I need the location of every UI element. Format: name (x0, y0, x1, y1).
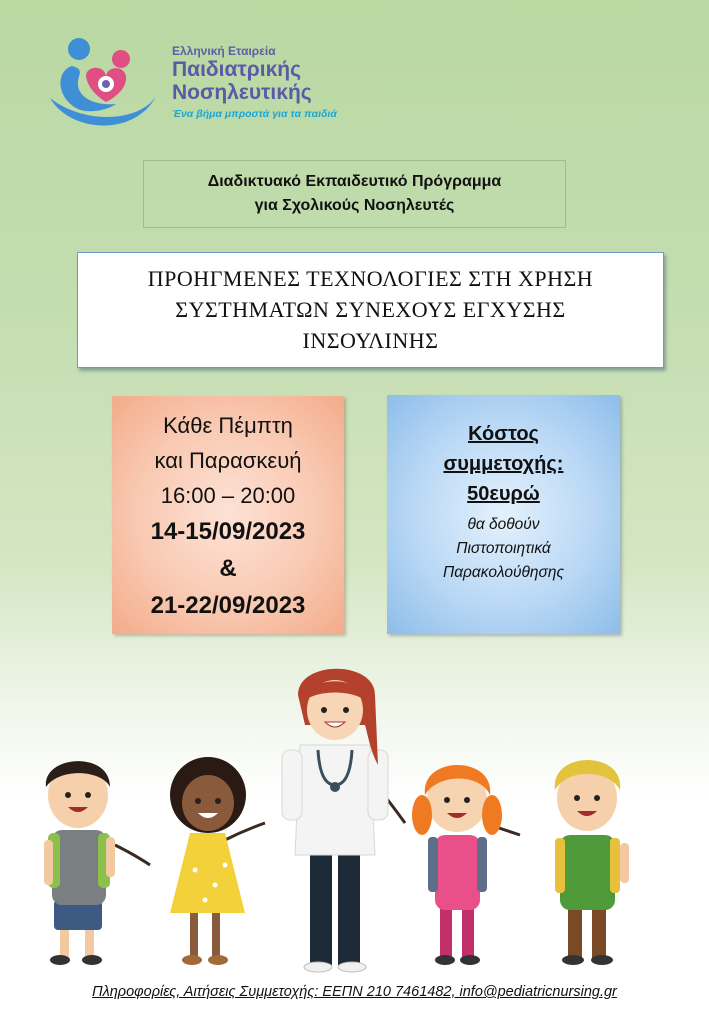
child-girl-curly-figure (170, 757, 246, 965)
cost-note3: Παρακολούθησης (442, 564, 565, 581)
org-line3: Νοσηλευτικής (172, 81, 312, 104)
program-box (143, 160, 566, 228)
title-line1: ΠΡΟΗΓΜΕΝΕΣ ΤΕΧΝΟΛΟΓΙΕΣ ΣΤΗ ΧΡΗΣΗ (147, 266, 594, 291)
cost-label1: Κόστος (468, 423, 539, 445)
cost-note1: θα δοθούν (467, 516, 540, 533)
title-line2: ΣΥΣΤΗΜΑΤΩΝ ΣΥΝΕΧΟΥΣ ΕΓΧΥΣΗΣ (175, 297, 566, 322)
nurse-with-children-illustration (20, 655, 690, 980)
cost-box (387, 395, 620, 634)
schedule-line1: Κάθε Πέμπτη (163, 413, 293, 438)
program-line1: Διαδικτυακό Εκπαιδευτικό Πρόγραμμα (207, 173, 502, 190)
schedule-date2: 21-22/09/2023 (150, 592, 306, 619)
org-line2: Παιδιατρικής (172, 58, 302, 81)
program-line2: για Σχολικούς Νοσηλευτές (254, 197, 455, 214)
title-line3: ΙΝΣΟΥΛΙΝΗΣ (302, 328, 439, 353)
nurse-figure (282, 669, 388, 972)
cost-label2: συμμετοχής: (443, 453, 564, 475)
child-boy-left-figure (44, 761, 115, 965)
schedule-line2: και Παρασκευή (154, 448, 302, 473)
footer-contact: Πληροφορίες, Αιτήσεις Συμμετοχής: ΕΕΠΝ 210 7461482, info@pediatricnursing.gr (92, 984, 617, 1000)
child-girl-redhair-figure (412, 765, 502, 965)
schedule-date1: 14-15/09/2023 (150, 518, 306, 545)
cost-amount: 50ευρώ (467, 483, 540, 505)
schedule-amp: & (219, 555, 237, 582)
title-box (77, 252, 664, 368)
schedule-box (112, 396, 344, 634)
org-line1: Ελληνική Εταιρεία (172, 44, 276, 58)
logo-tagline: Ένα βήμα μπροστά για τα παιδιά (172, 108, 337, 120)
child-boy-blond-figure (555, 760, 629, 965)
cost-note2: Πιστοποιητικά (456, 540, 551, 557)
schedule-time: 16:00 – 20:00 (160, 483, 296, 508)
logo-text (172, 44, 337, 120)
